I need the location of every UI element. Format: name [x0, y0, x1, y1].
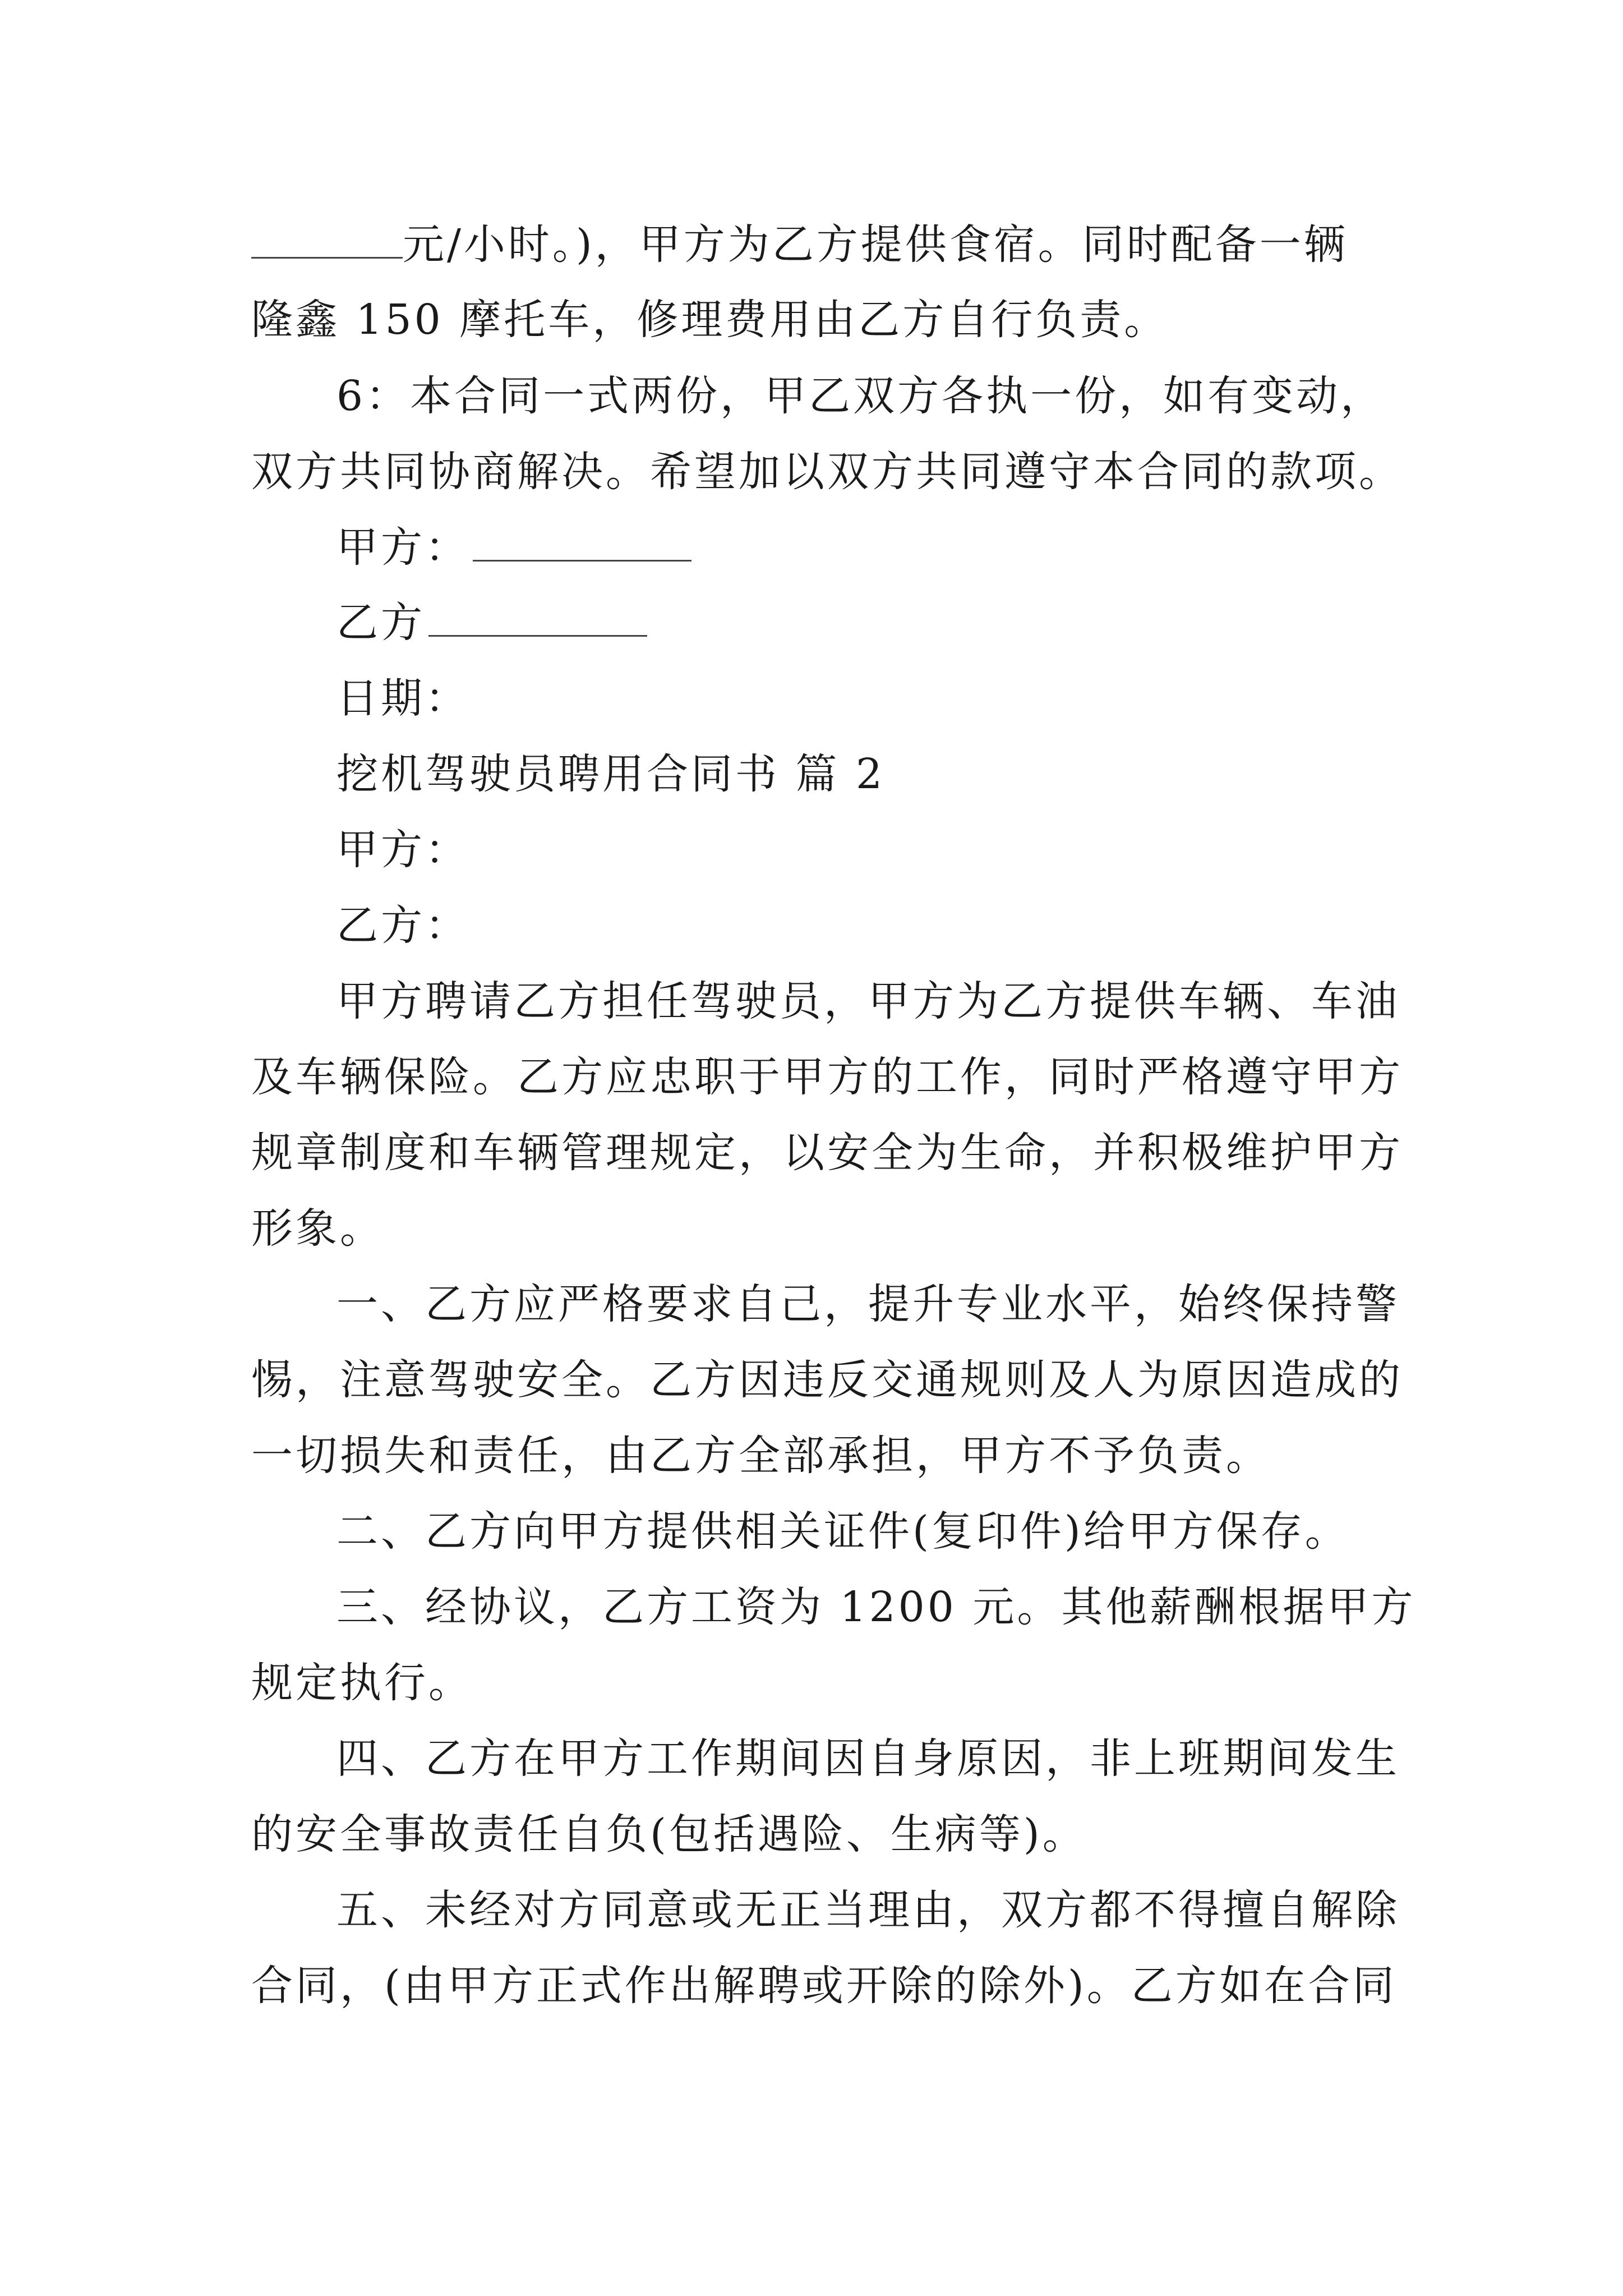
paragraph-line: 甲方聘请乙方担任驾驶员，甲方为乙方提供车辆、车油	[336, 977, 1400, 1025]
text-line: 合同，(由甲方正式作出解聘或开除的除外)。乙方如在合同	[251, 1962, 1397, 2010]
text-line: 及车辆保险。乙方应忠职于甲方的工作，同时严格遵守甲方	[251, 1053, 1403, 1101]
paragraph-line: 二、乙方向甲方提供相关证件(复印件)给甲方保存。	[336, 1507, 1349, 1556]
paragraph-line: 一、乙方应严格要求自己，提升专业水平，始终保持警	[336, 1280, 1400, 1328]
text-line: 一切损失和责任，由乙方全部承担，甲方不予负责。	[251, 1432, 1270, 1480]
text-line: 规章制度和车辆管理规定，以安全为生命，并积极维护甲方	[251, 1129, 1403, 1177]
date-label: 日期：	[336, 674, 469, 723]
paragraph-line: 四、乙方在甲方工作期间因自身原因，非上班期间发生	[336, 1734, 1400, 1783]
party-b-label: 乙方	[336, 599, 425, 647]
text-line: 规定执行。	[251, 1659, 473, 1707]
party-b-line: 乙方：	[336, 901, 469, 950]
text-line: 形象。	[251, 1204, 384, 1253]
party-a-line: 甲方：	[336, 826, 469, 874]
blank-field	[251, 220, 403, 259]
paragraph-line: 6：本合同一式两份，甲乙双方各执一份，如有变动，	[336, 372, 1385, 420]
text-line: 的安全事故责任自负(包括遇险、生病等)。	[251, 1810, 1087, 1858]
paragraph-line: 三、经协议，乙方工资为 1200 元。其他薪酬根据甲方	[336, 1583, 1416, 1631]
party-a-label: 甲方：	[336, 523, 469, 572]
party-a-signature	[336, 519, 691, 576]
section-title: 挖机驾驶员聘用合同书 篇 2	[336, 750, 886, 798]
signature-blank	[473, 523, 691, 562]
text-line: 双方共同协商解决。希望加以双方共同遵守本合同的款项。	[251, 448, 1403, 496]
party-b-signature	[336, 595, 647, 651]
text-line: 隆鑫 150 摩托车，修理费用由乙方自行负责。	[251, 296, 1169, 344]
text-line: 惕，注意驾驶安全。乙方因违反交通规则及人为原因造成的	[251, 1356, 1403, 1404]
paragraph-line: 五、未经对方同意或无正当理由，双方都不得擅自解除	[336, 1886, 1400, 1934]
signature-blank	[428, 598, 647, 637]
text-line: 元/小时。)，甲方为乙方提供食宿。同时配备一辆	[251, 217, 1348, 273]
